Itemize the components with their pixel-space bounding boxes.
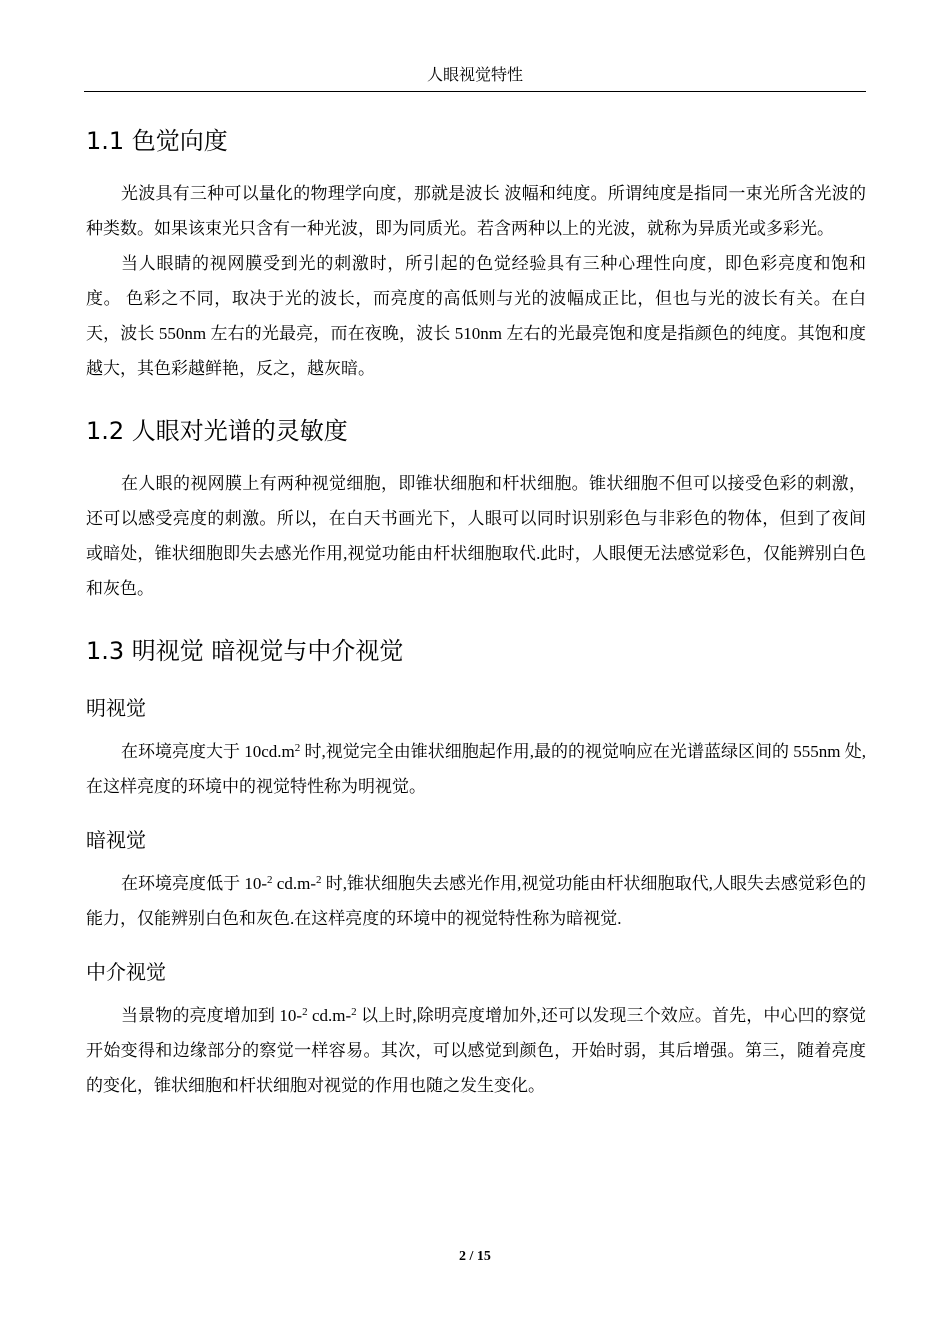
superscript: 2 xyxy=(351,1006,357,1018)
text-run: 在环境亮度低于 10- xyxy=(121,874,268,893)
paragraph-spectral-sensitivity: 在人眼的视网膜上有两种视觉细胞，即锥状细胞和杆状细胞。锥状细胞不但可以接受色彩的刺激，还可以感受亮度的刺激。所以，在白天书画光下，人眼可以同时识别彩色与非彩色的物体，但到了夜间或暗处，锥状细胞即失去感光作用,视觉功能由杆状细胞取代.此时，人眼便无法感觉彩色，仅能辨别白色和灰色。 xyxy=(86,474,866,598)
superscript: 2 xyxy=(302,1006,308,1018)
text-run: 时,锥状细胞失去感光作用,视觉功能由杆状细胞取代,人眼失去感觉彩色的能力，仅能辨别白色和灰色.在这样亮度的环境中的视觉特性称为暗视觉. xyxy=(86,874,866,928)
subsection-heading-mesopic: 中介视觉 xyxy=(86,960,166,984)
running-header: 人眼视觉特性 xyxy=(426,67,523,84)
header-divider xyxy=(84,91,866,92)
paragraph-mesopic xyxy=(86,998,866,1103)
page-content xyxy=(86,110,866,1103)
paragraph-color-dimensions-physical: 光波具有三种可以量化的物理学向度，那就是波长 波幅和纯度。所谓纯度是指同一束光所含光波的种类数。如果该束光只含有一种光波，即为同质光。若含两种以上的光波，就称为异质光或多彩光。 xyxy=(86,184,866,238)
subsection-heading-photopic: 明视觉 xyxy=(86,696,146,720)
text-run: 时,视觉完全由锥状细胞起作用,最的的视觉响应在光谱蓝绿区间的 555nm 处,在这样亮度的环境中的视觉特性称为明视觉。 xyxy=(86,742,867,796)
superscript: 2 xyxy=(294,742,301,754)
text-run: cd.m- xyxy=(272,874,316,893)
text-run: 当景物的亮度增加到 10- xyxy=(121,1006,303,1025)
paragraph-scotopic xyxy=(86,866,866,936)
section-heading-1-2: 1.2 人眼对光谱的灵敏度 xyxy=(86,417,348,445)
text-run: 在环境亮度大于 10cd.m xyxy=(121,742,295,761)
text-run: cd.m- xyxy=(307,1006,352,1025)
subsection-heading-scotopic: 暗视觉 xyxy=(86,828,146,852)
paragraph-color-dimensions-psychological: 当人眼睛的视网膜受到光的刺激时，所引起的色觉经验具有三种心理性向度，即色彩亮度和饱和度。 色彩之不同，取决于光的波长，而亮度的高低则与光的波幅成正比，但也与光的波长有关。在白天，波长 550nm 左右的光最亮，而在夜晚，波长 510nm 左右的光最亮饱和度是指颜色的纯度。其饱和度越大，其色彩越鲜艳，反之，越灰暗。 xyxy=(86,254,866,378)
superscript: 2 xyxy=(267,874,273,886)
page-number: 2 / 15 xyxy=(459,1249,491,1264)
text-run: 以上时,除明亮度增加外,还可以发现三个效应。首先，中心凹的察觉开始变得和边缘部分的察觉一样容易。其次，可以感觉到颜色，开始时弱，其后增强。第三，随着亮度的变化，锥状细胞和杆状细胞对视觉的作用也随之发生变化。 xyxy=(86,1006,866,1095)
section-heading-1-3: 1.3 明视觉 暗视觉与中介视觉 xyxy=(86,637,404,665)
section-heading-1-1: 1.1 色觉向度 xyxy=(86,127,228,155)
paragraph-photopic xyxy=(86,734,866,804)
superscript: 2 xyxy=(315,874,322,886)
